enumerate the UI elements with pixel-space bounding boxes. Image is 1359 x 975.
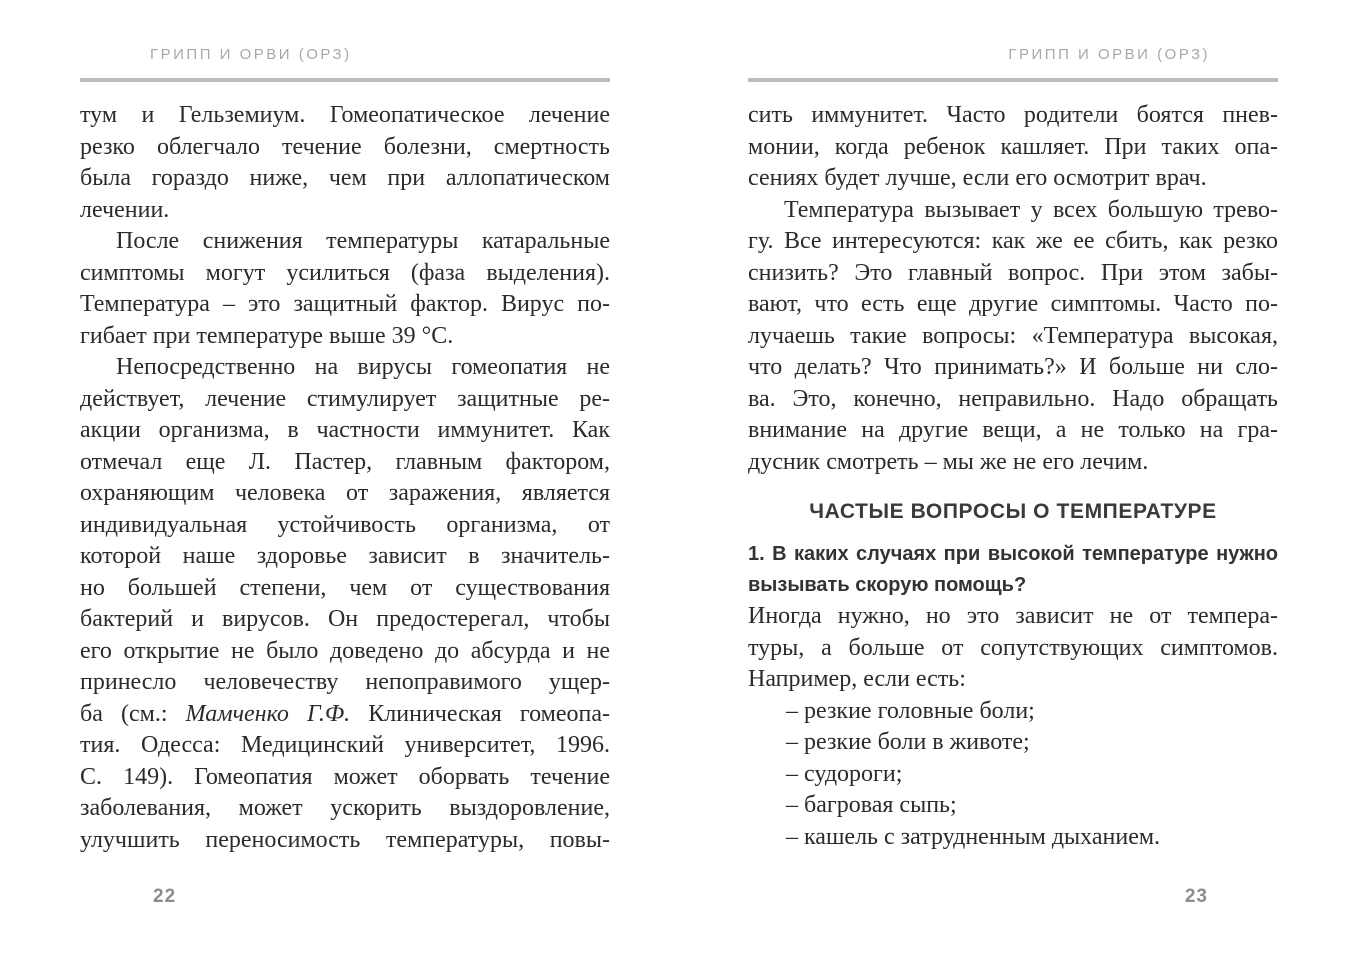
header-rule xyxy=(748,78,1278,82)
text-line: 1. В каких случаях при высокой температуре нужно xyxy=(748,543,1278,565)
text-segment: Клиническая гомеопа- xyxy=(350,700,611,727)
list-item: – резкие боли в животе; xyxy=(786,729,1030,755)
list-item: – кашель с затрудненным дыханием. xyxy=(786,823,1161,850)
text-line: его открытие не было доведено до абсурда и не xyxy=(80,637,610,664)
text-line: вают, что есть еще другие симптомы. Часто по- xyxy=(748,291,1278,317)
page-body xyxy=(80,100,610,856)
text-line: Температура – это защитный фактор. Вирус по- xyxy=(80,291,610,317)
text-line: дусник смотреть – мы же не его лечим. xyxy=(748,448,1149,475)
text-line: отмечал еще Л. Пастер, главным фактором, xyxy=(80,448,610,475)
text-line: сить иммунитет. Часто родители боятся пнев- xyxy=(748,102,1278,128)
text-line: бактерий и вирусов. Он предостерегал, чтобы xyxy=(80,606,610,632)
text-line: действует, лечение стимулирует защитные ре- xyxy=(80,385,610,412)
text-line: симптомы могут усилиться (фаза выделения). xyxy=(80,259,610,286)
text-line: Температура вызывает у всех большую трево- xyxy=(784,196,1278,223)
text-line xyxy=(80,699,610,731)
citation-author-italic: Мамченко Г.Ф. xyxy=(185,700,351,727)
text-line: которой наше здоровье зависит в значитель- xyxy=(80,543,610,569)
text-line: сениях будет лучше, если его осмотрит врач. xyxy=(748,165,1207,191)
text-line: туры, а больше от сопутствующих симптомов. xyxy=(748,634,1278,661)
page-left xyxy=(80,0,610,975)
section-heading: ЧАСТЫЕ ВОПРОСЫ О ТЕМПЕРАТУРЕ xyxy=(809,500,1217,523)
text-line: заболевания, может ускорить выздоровление, xyxy=(80,795,610,821)
running-header: ГРИПП И ОРВИ (ОРЗ) xyxy=(1008,46,1210,63)
page-number: 22 xyxy=(153,886,177,907)
text-line: была гораздо ниже, чем при аллопатическом xyxy=(80,165,610,191)
text-line: индивидуальная устойчивость организма, от xyxy=(80,511,610,538)
text-line: что делать? Что принимать?» И больше ни сло- xyxy=(748,354,1278,380)
question-heading xyxy=(748,539,1278,601)
text-line: улучшить переносимость температуры, повы- xyxy=(80,826,610,853)
list-item: – судороги; xyxy=(786,760,903,787)
header-rule xyxy=(80,78,610,82)
text-line: ва. Это, конечно, неправильно. Надо обращать xyxy=(748,385,1278,412)
paragraph xyxy=(80,100,610,226)
text-line: акции организма, в частности иммунитет. Как xyxy=(80,417,610,443)
page-number: 23 xyxy=(1184,886,1208,907)
running-header: ГРИПП И ОРВИ (ОРЗ) xyxy=(150,46,352,63)
text-line: Иногда нужно, но это зависит не от темпера- xyxy=(748,603,1278,629)
text-line: гибает при температуре выше 39 °С. xyxy=(80,322,454,349)
list-item: – резкие головные боли; xyxy=(786,697,1035,724)
text-line: внимание на другие вещи, а не только на гра- xyxy=(748,417,1278,443)
text-segment: ба (см.: xyxy=(80,700,186,727)
text-line: монии, когда ребенок кашляет. При таких опа- xyxy=(748,133,1278,160)
paragraph xyxy=(748,100,1278,195)
text-line: С. 149). Гомеопатия может оборвать течение xyxy=(80,763,610,790)
text-line: После снижения температуры катаральные xyxy=(116,228,610,254)
text-line: но большей степени, чем от существования xyxy=(80,574,610,601)
text-line: вызывать скорую помощь? xyxy=(748,574,1027,596)
paragraph xyxy=(80,352,610,856)
page-body xyxy=(748,100,1278,853)
text-line: лучаешь такие вопросы: «Температура высокая, xyxy=(748,322,1278,349)
text-line: принесло человечеству непоправимого ущер- xyxy=(80,669,610,695)
text-line: гу. Все интересуются: как же ее сбить, как резко xyxy=(748,228,1278,254)
paragraph xyxy=(748,195,1278,479)
text-line: резко облегчало течение болезни, смертность xyxy=(80,133,610,160)
text-line: снизить? Это главный вопрос. При этом забы- xyxy=(748,259,1278,286)
text-line: тия. Одесса: Медицинский университет, 1996. xyxy=(80,732,610,758)
text-line: Непосредственно на вирусы гомеопатия не xyxy=(116,354,610,380)
text-line: тум и Гельземиум. Гомеопатическое лечение xyxy=(80,102,610,128)
page-right xyxy=(748,0,1278,975)
paragraph xyxy=(748,601,1278,696)
symptom-list xyxy=(748,696,1278,854)
list-item: – багровая сыпь; xyxy=(786,792,957,818)
text-line: лечении. xyxy=(80,196,170,223)
paragraph xyxy=(80,226,610,352)
text-line: Например, если есть: xyxy=(748,666,966,692)
text-line: охраняющим человека от заражения, является xyxy=(80,480,610,506)
